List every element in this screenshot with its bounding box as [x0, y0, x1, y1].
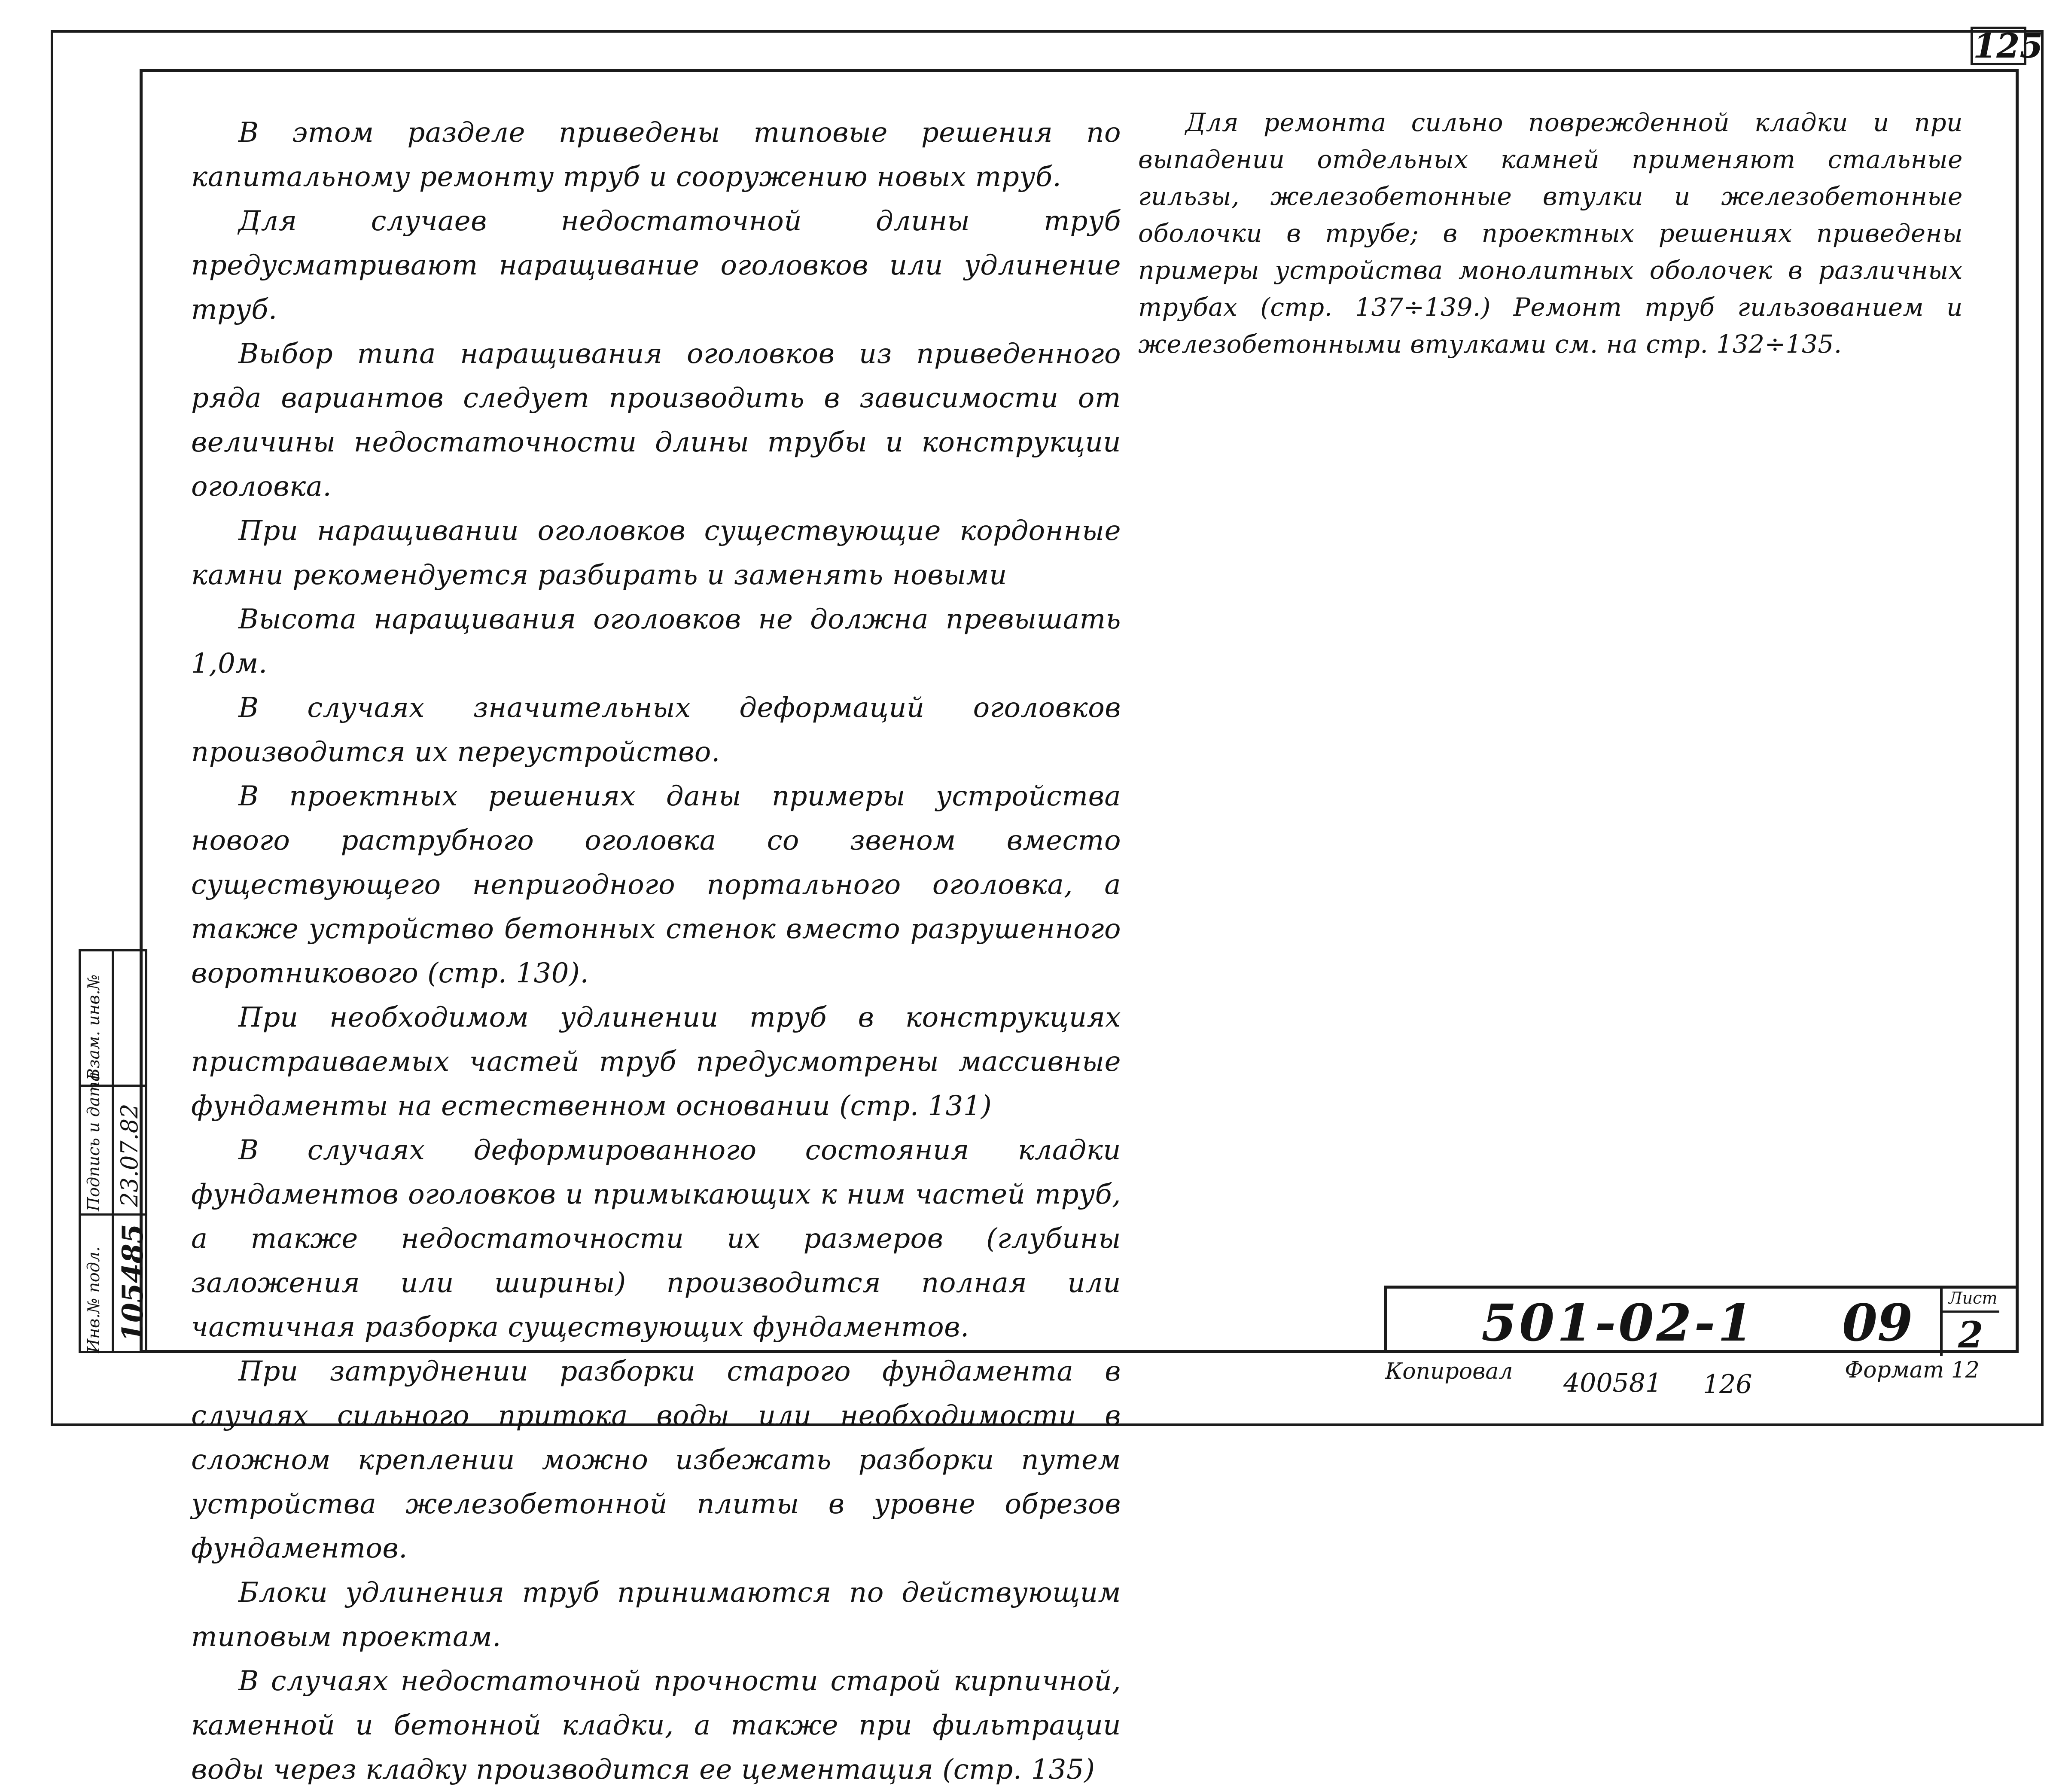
stamp-label: Взам. инв.№ [84, 974, 103, 1080]
paragraph: В случаях недостаточной прочности старой кирпичной, каменной и бетонной кладки, а также при фильтрации воды через кладку производится ее цементация (стр. 135) [191, 1665, 1121, 1786]
paragraph: Для ремонта сильно поврежденной кладки и при выпадении отдельных камней применяют стальные гильзы, железобетонные втулки и железобетонные оболочки в трубе; в проектных решениях приведены примеры устройства монолитных оболочек в различных трубах (стр. 137÷139.) Ремонт труб гильзованием и железобетонными втулками см. на стр. 132÷135. [1138, 108, 1963, 359]
paragraph: Блоки удлинения труб принимаются по действующим типовым проектам. [191, 1577, 1121, 1653]
inventory-number: 105485 [116, 1224, 149, 1342]
paragraph: В случаях значительных деформаций оголовков производится их переустройство. [191, 692, 1121, 768]
stamp-label: Инв.№ подл. [84, 1246, 103, 1353]
sheet-label: Лист [1949, 1289, 1998, 1307]
order-number: 400581 [1563, 1368, 1662, 1398]
paragraph: Для случаев недостаточной длины труб предусматривают наращивание оголовков или удлинение труб. [191, 205, 1121, 326]
copied-by-label: Копировал [1385, 1359, 1513, 1384]
paragraph: При затруднении разборки старого фундамента в случаях сильного притока воды или необходимости в сложном креплении можно избежать разборки путем устройства железобетонной плиты в уровне обрезов фундаментов. [191, 1356, 1121, 1564]
paragraph: При необходимом удлинении труб в конструкциях пристраиваемых частей труб предусмотрены массивные фундаменты на естественном основании (стр. 131) [191, 1002, 1121, 1122]
document-code: 501-02-1 [1481, 1293, 1756, 1353]
stamp-divider [81, 1213, 145, 1216]
sheet-box [1940, 1287, 1999, 1356]
sheet-code: 09 [1842, 1293, 1913, 1353]
left-text-column [191, 111, 1121, 1792]
stamp-divider [112, 951, 114, 1351]
paragraph: В проектных решениях даны примеры устройства нового раструбного оголовка со звеном вместо существующего непригодного портального оголовка, а также устройство бетонных стенок вместо разрушенного воротникового (стр. 130). [191, 780, 1121, 989]
stamp-label: Подпись и дата [84, 1071, 103, 1211]
title-block [1384, 1286, 2019, 1356]
paragraph: Выбор типа наращивания оголовков из приведенного ряда вариантов следует производить в зависимости от величины недостаточности длины трубы и конструкции оголовка. [191, 338, 1121, 503]
right-text-column [1138, 104, 1963, 363]
copy-number: 126 [1703, 1369, 1752, 1399]
page-number: 125 [1971, 27, 2026, 65]
paragraph: При наращивании оголовков существующие кордонные камни рекомендуется разбирать и заменять новыми [191, 515, 1121, 591]
sheet-number: 2 [1958, 1314, 1983, 1356]
signature-date: 23.07.82 [116, 1103, 143, 1207]
side-stamp [79, 949, 147, 1353]
sheet-box-divider [1943, 1310, 1999, 1313]
format-label: Формат 12 [1845, 1357, 1980, 1383]
paragraph: Высота наращивания оголовков не должна превышать 1,0м. [191, 603, 1121, 680]
paragraph: В случаях деформированного состояния кладки фундаментов оголовков и примыкающих к ним частей труб, а также недостаточности их размеров (глубины заложения или ширины) производится полная или частичная разборка существующих фундаментов. [191, 1134, 1121, 1343]
paragraph: В этом разделе приведены типовые решения по капитальному ремонту труб и сооружению новых труб. [191, 117, 1121, 193]
